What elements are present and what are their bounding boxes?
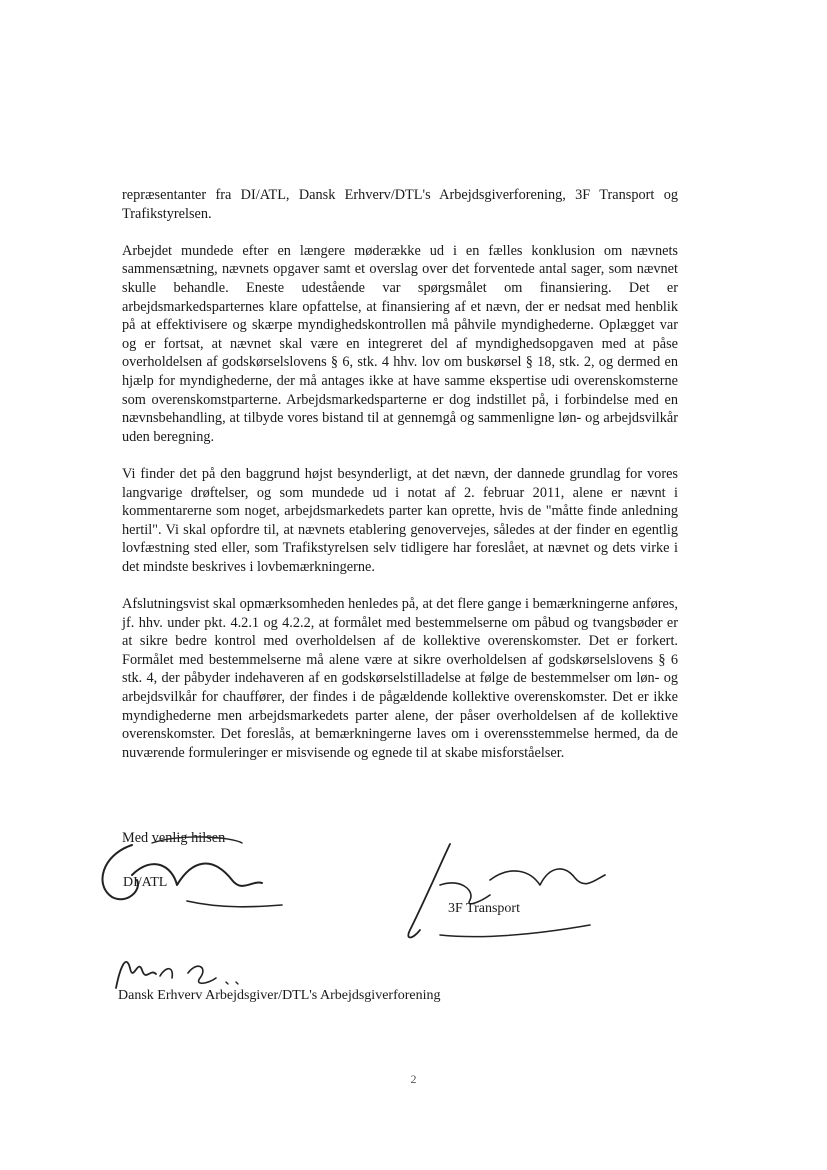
paragraph-4: Afslutningsvist skal opmærksomheden henledes på, at det flere gange i bemærkningerne anføres, jf. hhv. under pkt. 4.2.1 og 4.2.2, at formålet med bestemmelserne om påbud og tvangsbøder er at sikre bedre kontrol med overholdelsen af de kollektive overenskomster. Det er forkert. Formålet med bestemmelserne må alene være at sikre overholdelsen af godskørselslovens § 6 stk. 4, der påbyder indehaveren af en godskørselstilladelse at følge de bestemmelser om løn- og arbejdsvilkår for chauffører, der findes i de pågældende kollektive overenskomster. Det er ikke myndighederne men arbejdsmarkedets parter alene, der påser overholdelsen af de kollektive overenskomster. Det foreslås, at bemærkningerne laves om i overensstemmelse hermed, da de nuværende formuleringer er misvisende og egnede til at skabe misforståelser. [122,596,678,761]
signatory-dansk-erhverv: Dansk Erhverv Arbejdsgiver/DTL's Arbejdsgiverforening [118,988,441,1003]
letter-body [122,186,678,781]
signature-di-atl [92,835,292,915]
paragraph-2: Arbejdet mundede efter en længere møderække ud i en fælles konklusion om nævnets sammensætning, nævnets opgaver samt et overslag over det forventede antal sager, som nævnet skulle behandle. Eneste udestående var spørgsmålet om finansiering. Det er arbejdsmarkedsparternes klare opfattelse, at finansiering af et nævn, der er nedsat med henblik på at effektivisere og skærpe myndighedskontrollen må påhvile myndighederne. Oplægget var og er fortsat, at nævnet skal være en integreret del af myndighedsopgaven med at påse overholdelsen af godskørselslovens § 6, stk. 4 hhv. lov om buskørsel § 18, stk. 2, og dermed en hjælp for myndighederne, der må antages ikke at have samme ekspertise udi overenskomsterne som overenskomstparterne. Arbejdsmarkedsparterne er dog indstillet på, i forbindelse med en nævnsbehandling, at tilbyde vores bistand til at gennemgå og sammenligne løn- og arbejdsvilkår uden beregning. [122,242,678,445]
paragraph-3: Vi finder det på den baggrund højst besynderligt, at det nævn, der dannede grundlag for vores langvarige drøftelser, og som mundede ud i notat af 2. februar 2011, alene er nævnt i kommentarerne som noget, arbejdsmarkedets parter kan oprette, hvis de "måtte finde anledning hertil". Vi skal opfordre til, at nævnets etablering genovervejes, således at der finder en egentlig lovfæstning sted eller, som Trafikstyrelsen selv tidligere har foreslået, at nævnet og dets virke i det mindste beskrives i lovbemærkningerne. [122,465,678,575]
page-number: 2 [410,1072,417,1086]
signatory-3f-transport: 3F Transport [448,901,520,916]
paragraph-1: repræsentanter fra DI/ATL, Dansk Erhverv/DTL's Arbejdsgiverforening, 3F Transport og Trafikstyrelsen. [122,187,678,222]
signature-3f-transport [400,840,610,950]
closing-greeting: Med venlig hilsen [122,830,226,846]
signatory-di-atl: DI/ATL [123,875,168,890]
